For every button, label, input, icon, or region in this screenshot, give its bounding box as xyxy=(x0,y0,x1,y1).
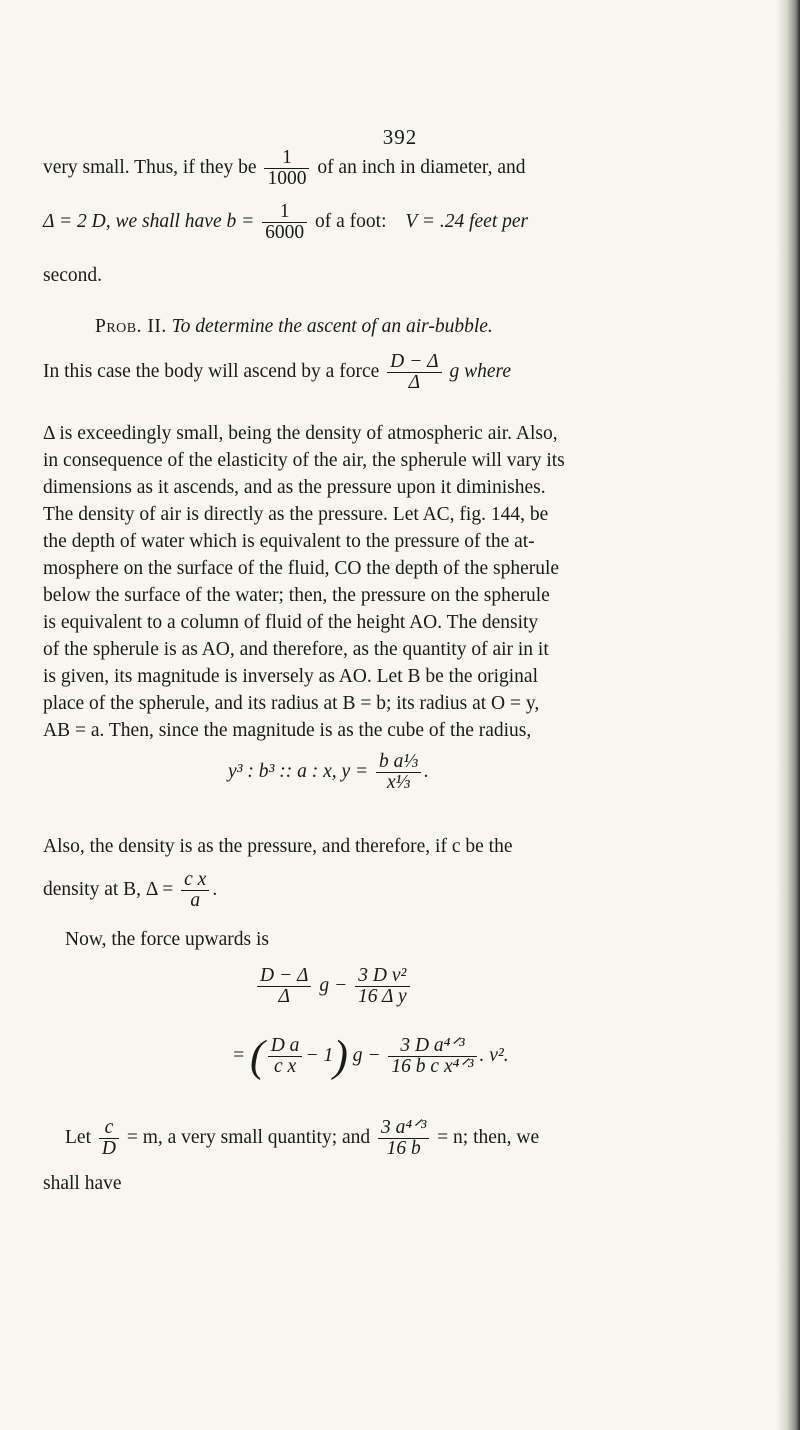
paragraph-line-12: AB = a. Then, since the magnitude is as the cube of the radius, xyxy=(43,720,532,741)
equation-force-2: = ( $\frac{\text{D a}}{\text{c x}}$ − 1) g − $\frac{\text{3 D a⁴ᐟ³}}{\text{16 b c x⁴ᐟ³}}$ . v². xyxy=(232,1031,509,1081)
paragraph-line-6: mosphere on the surface of the fluid, CO the depth of the spherule xyxy=(43,558,560,579)
scan-binding-edge xyxy=(778,0,800,1430)
paragraph-line-4: The density of air is directly as the pressure. Let AC, fig. 144, be xyxy=(43,504,549,525)
fraction-3a-over-16b: $\frac{\text{3 a⁴ᐟ³}}{16 b}$ xyxy=(378,1118,429,1159)
paragraph-line-1: Δ is exceedingly small, being the density of atmospheric air. Also, xyxy=(43,423,558,444)
fraction-da-over-cx: $\frac{\text{D a}}{\text{c x}}$ xyxy=(268,1036,303,1077)
text-line-let: Let $\frac{c}{D}$ = m, a very small quantity; and $\frac{\text{3 a⁴ᐟ³}}{16 b}$ = n; then, we xyxy=(65,1117,540,1159)
fraction-b-a-over-x: $\frac{\text{b a⅓}}{\text{x⅓}}$ xyxy=(376,752,421,793)
text-line-1: very small. Thus, if they be $\frac{1}{1000}$ of an inch in diameter, and xyxy=(43,147,526,189)
fraction-d-minus-delta: $\frac{D - \Delta}{\Delta}$ xyxy=(257,966,311,1007)
text-line-density: Also, the density is as the pressure, and therefore, if c be the xyxy=(43,836,513,857)
paragraph-line-2: in consequence of the elasticity of the air, the spherule will vary its xyxy=(43,450,565,471)
text-line-2: Δ = 2 D, we shall have b = $\frac{1}{6000}$ of a foot: V = .24 feet per xyxy=(43,201,529,243)
problem-heading: Prob. II. To determine the ascent of an air-bubble. xyxy=(95,316,493,337)
paragraph-line-8: is equivalent to a column of fluid of the height AO. The density xyxy=(43,612,539,633)
paragraph-line-3: dimensions as it ascends, and as the pressure upon it diminishes. xyxy=(43,477,546,498)
fraction-one-six-thousandth: $\frac{1}{6000}$ xyxy=(262,202,307,243)
text-line-force: In this case the body will ascend by a force $\frac{D - \Delta}{\Delta}$ g where xyxy=(43,351,512,393)
text-line-density-eq: density at B, Δ = $\frac{\text{c x}}{a}$ . xyxy=(43,869,218,911)
paragraph-line-5: the depth of water which is equivalent to the pressure of the at- xyxy=(43,531,535,552)
text-line-3: second. xyxy=(43,265,103,286)
paragraph-line-9: of the spherule is as AO, and therefore, as the quantity of air in it xyxy=(43,639,549,660)
fraction-3da-over-16bcx: $\frac{\text{3 D a⁴ᐟ³}}{\text{16 b c x⁴ᐟ³}}$ xyxy=(388,1036,476,1077)
page-number: 392 xyxy=(382,125,418,149)
paragraph-line-7: below the surface of the water; then, the pressure on the spherule xyxy=(43,585,550,606)
fraction-c-over-d: $\frac{c}{D}$ xyxy=(99,1118,119,1159)
fraction-one-thousandth: $\frac{1}{1000}$ xyxy=(264,148,309,189)
paragraph-line-11: place of the spherule, and its radius at B = b; its radius at O = y, xyxy=(43,693,540,714)
text-line-force-upwards: Now, the force upwards is xyxy=(65,929,269,950)
paragraph-line-10: is given, its magnitude is inversely as AO. Let B be the original xyxy=(43,666,539,687)
fraction-cx-over-a: $\frac{\text{c x}}{a}$ xyxy=(181,870,209,911)
fraction-d-minus-delta-over-delta: $\frac{D - \Delta}{\Delta}$ xyxy=(387,352,441,393)
fraction-3dv2-over-16-delta-y: $\frac{\text{3 D v²}}{\text{16 Δ y}}$ xyxy=(355,966,410,1007)
equation-force-1: $\frac{D - \Delta}{\Delta}$ g − $\frac{\text{3 D v²}}{\text{16 Δ y}}$ xyxy=(254,966,413,1007)
equation-proportion: y³ : b³ :: a : x, y = $\frac{\text{b a⅓}}{\text{x⅓}}$ . xyxy=(228,751,429,793)
text-line-final: shall have xyxy=(43,1173,122,1194)
